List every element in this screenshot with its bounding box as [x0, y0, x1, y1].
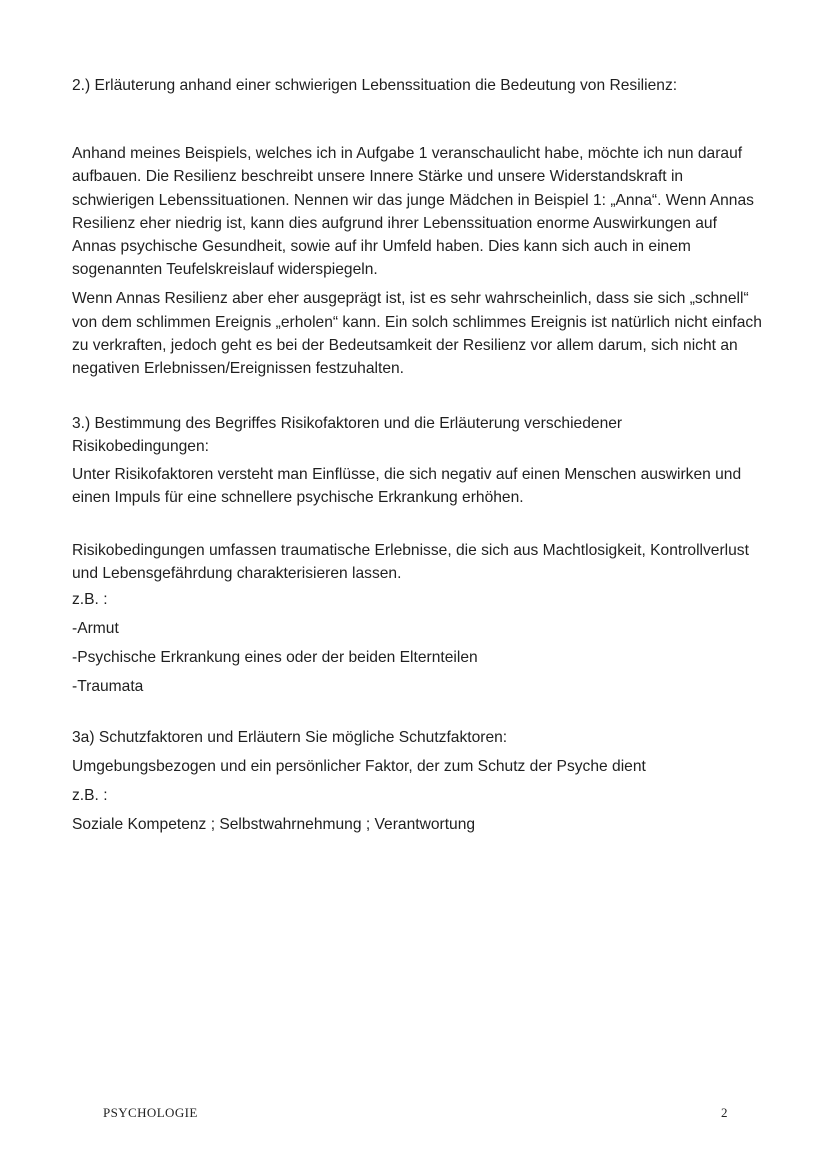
section-3-conditions: Risikobedingungen umfassen traumatische Erlebnisse, die sich aus Machtlosigkeit, Kontrollverlust und Lebensgefährdung charakterisieren lassen.: [72, 542, 749, 583]
section-2-paragraph-1: Anhand meines Beispiels, welches ich in Aufgabe 1 veranschaulicht habe, möchte ich nun darauf aufbauen. Die Resilienz beschreibt unsere Innere Stärke und unsere Widerstandskraft in schwierigen Lebenssituationen. Nennen wir das junge Mädchen in Beispiel 1: „Anna“. Wenn Annas Resilienz eher niedrig ist, kann dies aufgrund ihrer Lebenssituation enorme Auswirkungen auf Annas psychische Gesundheit, sowie auf ihr Umfeld haben. Dies kann sich auch in einem sogenannten Teufelskreislauf widerspiegeln.: [72, 145, 754, 279]
section-2-paragraph-2: Wenn Annas Resilienz aber eher ausgeprägt ist, ist es sehr wahrscheinlich, dass sie sich „schnell“ von dem schlimmen Ereignis „erholen“ kann. Ein solch schlimmes Ereignis ist natürlich nicht einfach zu verkraften, jedoch geht es bei der Bedeutsamkeit der Resilienz vor allem darum, sich nicht an negativen Erlebnissen/Ereignissen festzuhalten.: [72, 290, 762, 378]
list-item: -Traumata: [72, 678, 144, 696]
list-item: -Psychische Erkrankung eines oder der beiden Elternteilen: [72, 649, 478, 667]
footer-subject: PSYCHOLOGIE: [103, 1105, 198, 1120]
list-item: -Armut: [72, 620, 119, 638]
section-2-heading: 2.) Erläuterung anhand einer schwierigen Lebenssituation die Bedeutung von Resilienz:: [72, 77, 678, 94]
page-content: [72, 74, 762, 839]
page-number: 2: [721, 1105, 728, 1120]
section-3-heading: 3.) Bestimmung des Begriffes Risikofaktoren und die Erläuterung verschiedener Risikobedingungen:: [72, 415, 623, 456]
section-3a-example-label: z.B. :: [72, 787, 108, 805]
section-3-definition: Unter Risikofaktoren versteht man Einflüsse, die sich negativ auf einen Menschen auswirken und einen Impuls für eine schnellere psychische Erkrankung erhöhen.: [72, 465, 742, 506]
section-3a-definition: Umgebungsbezogen und ein persönlicher Faktor, der zum Schutz der Psyche dient: [72, 758, 646, 776]
section-3a-heading: 3a) Schutzfaktoren und Erläutern Sie mögliche Schutzfaktoren:: [72, 729, 508, 747]
section-3a-examples: Soziale Kompetenz ; Selbstwahrnehmung ; Verantwortung: [72, 816, 476, 834]
section-3-example-label: z.B. :: [72, 591, 108, 609]
